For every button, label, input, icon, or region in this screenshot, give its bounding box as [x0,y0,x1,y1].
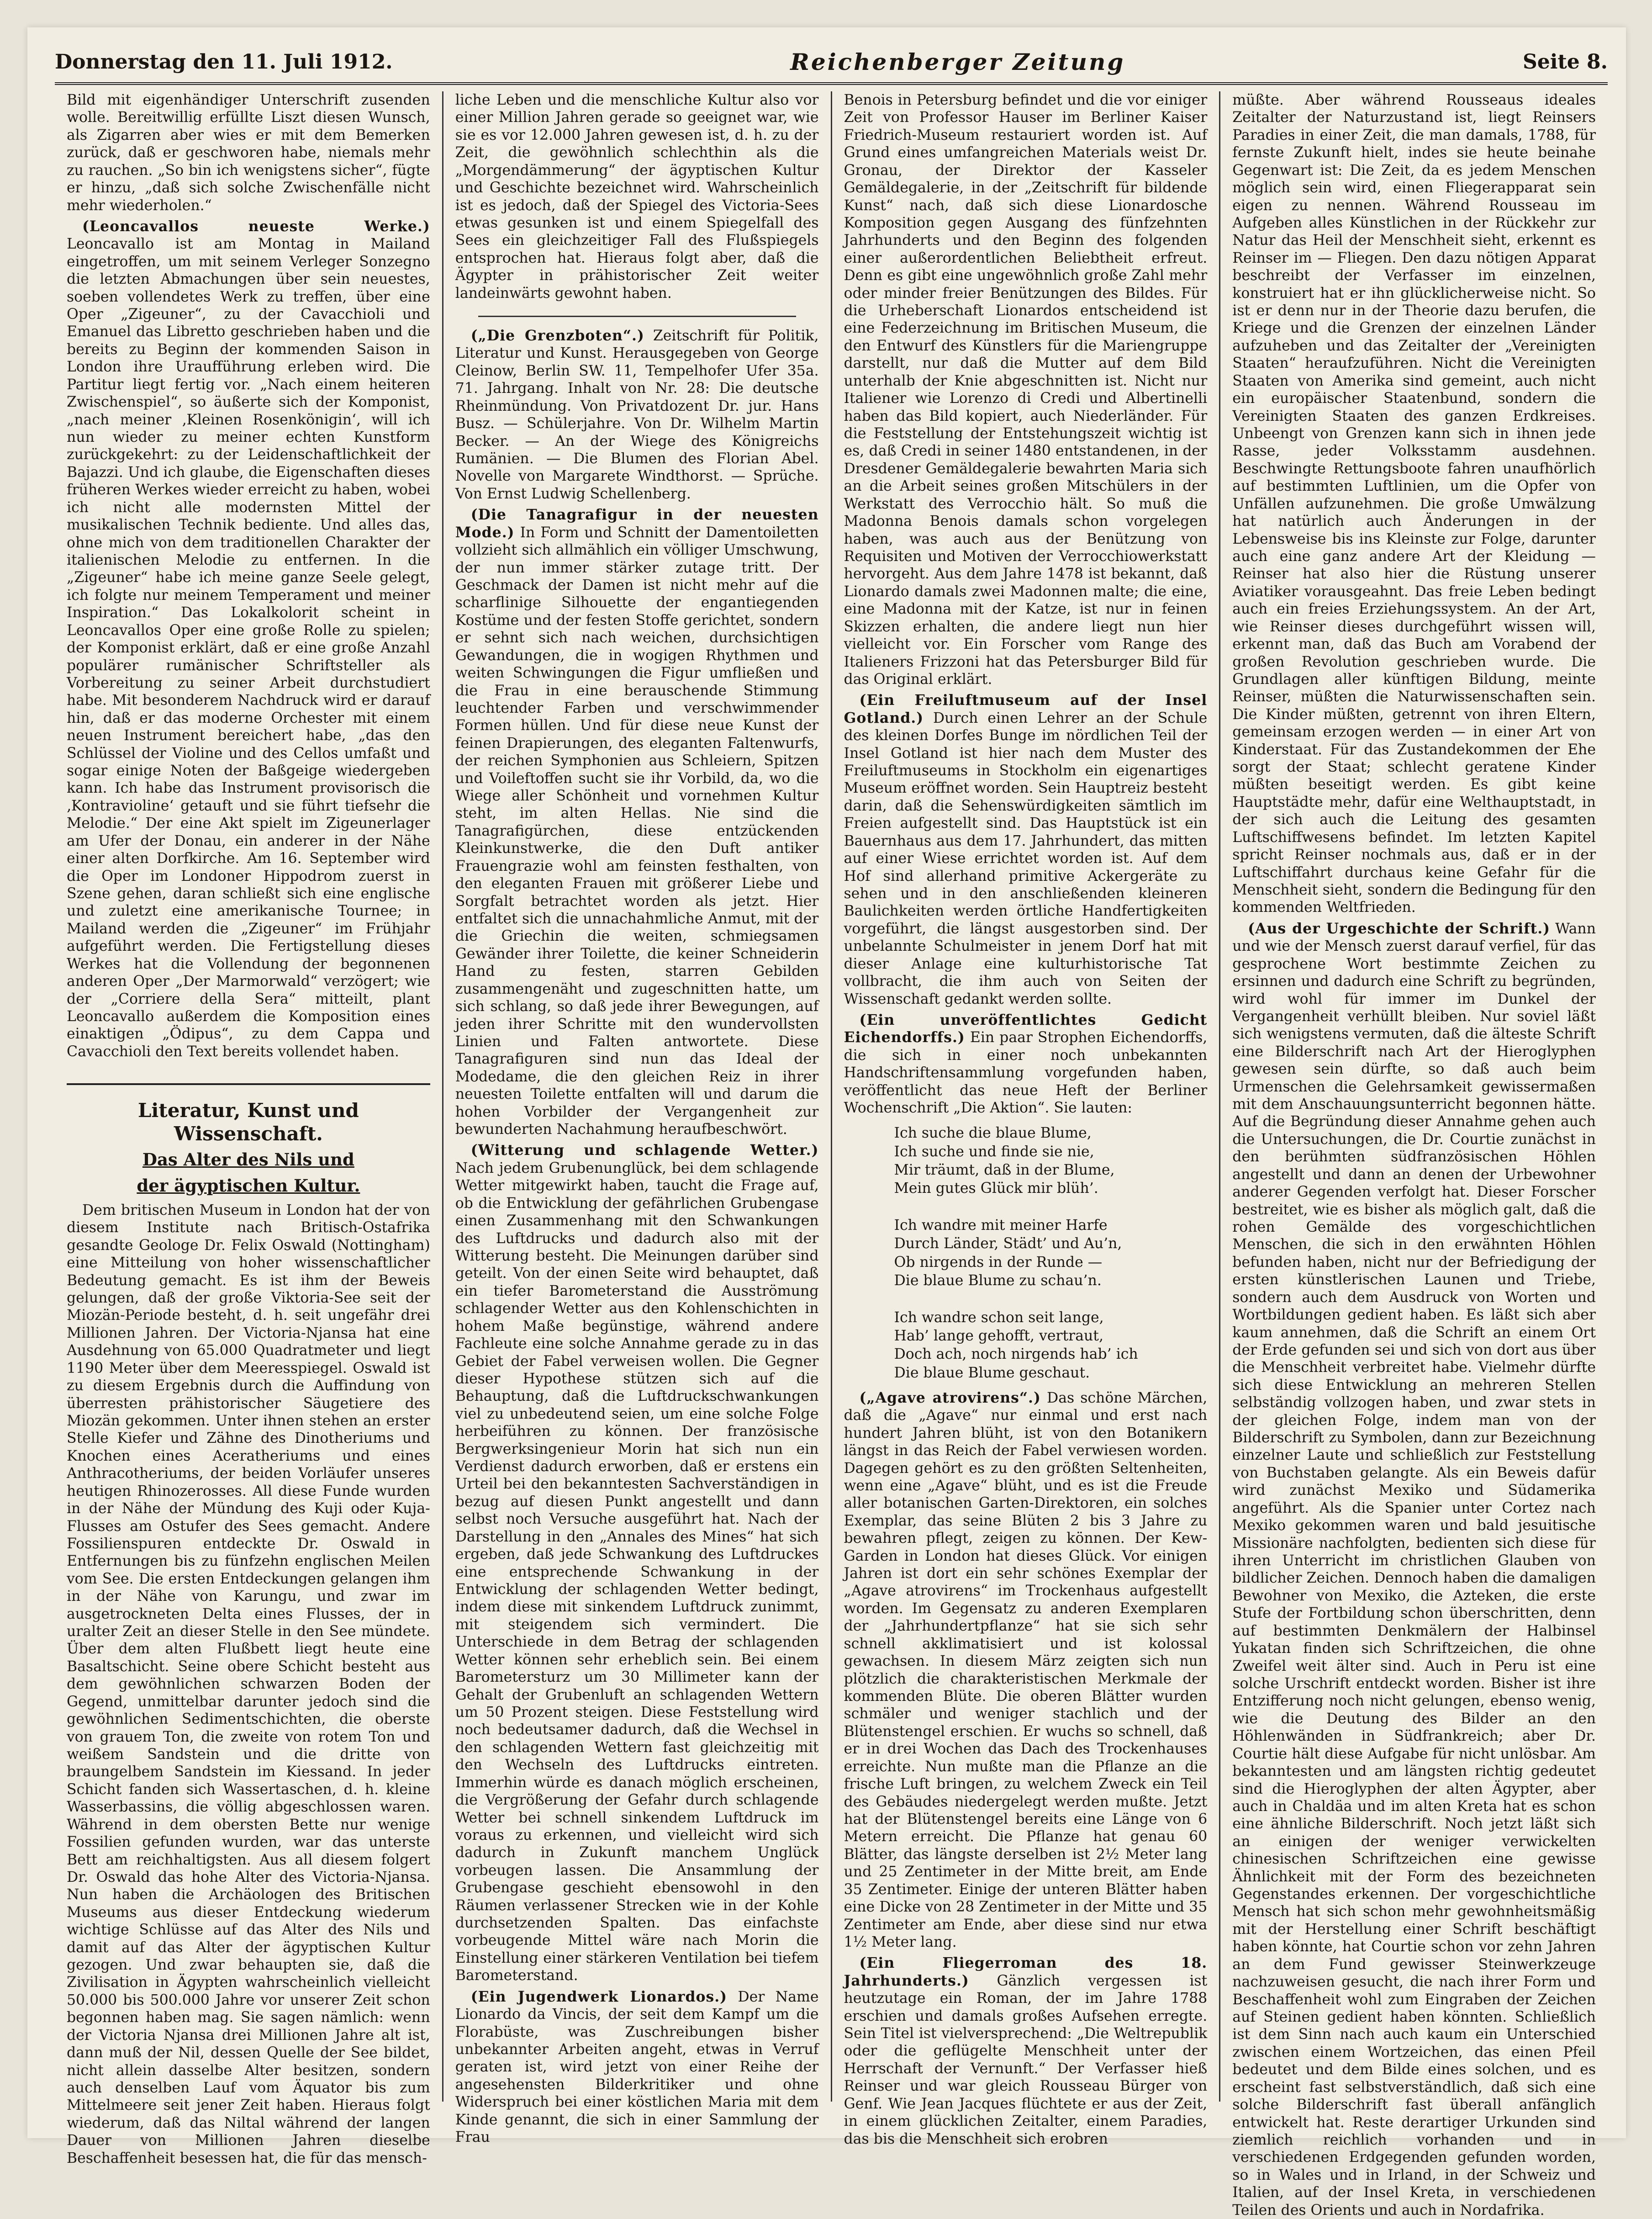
article-heading: (Die Tanagrafigur in der neuesten Mode.) [455,506,819,541]
column-2 [443,91,832,2146]
poem-line: Ich wandre schon seit lange, [894,1309,1104,1326]
article-weather [455,1142,819,1984]
article-body: Leoncavallo ist am Montag in Mailand eingetroffen, um mit seinem Verleger Sonzegno die letzten Abmachungen über sein neuestes, soeben vollendetes Werk zu treffen, über eine Oper „Zigeuner“, zu der Cavacchioli und Emanuel das Libretto geschrieben haben und die bereits zu Beginn der kommenden Saison in London ihre Uraufführung erleben wird. Die Partitur liegt fertig vor. „Nach einem heiteren Zwischenspiel“, so äußerte sich der Komponist, „nach meiner ‚Kleinen Rosenkönigin‘, will ich nun wieder zu meiner echten Kunstform zurückgekehrt: zu der Leidenschaftlichkeit der Bajazzi. Und ich glaube, die Eigenschaften dieses früheren Werkes wieder erreicht zu haben, wobei ich nicht alle modernsten Mittel der musikalischen Technik bediente. Und alles das, ohne mich von dem traditionellen Charakter der italienischen Melodie zu entfernen. In die „Zigeuner“ habe ich meine ganze Seele gelegt, ich folgte nur meinem Temperament und meiner Inspiration.“ Das Lokalkolorit scheint in Leoncavallos Oper eine große Rolle zu spielen; der Komponist erklärt, daß er eine große Anzahl populärer rumänischer Schriftsteller als Vorbereitung zu seiner Arbeit durchstudiert habe. Mit besonderem Nachdruck wird er darauf hin, daß er das moderne Orchester mit einem neuen Instrument bereichert habe, „das den Schlüssel der Violine und des Cellos umfaßt und sogar einige Noten der Baßgeige wiedergeben kann. Ich habe das Instrument provisorisch die ‚Kontravioline‘ getauft und sie führt tiefsehr die Melodie.“ Der eine Akt spielt im Zigeunerlager am Ufer der Donau, ein anderer in der Nähe einer alten Dorfkirche. Am 16. September wird die Oper im Londoner Hippodrom zuerst in Szene gehen, daran schließt sich eine englische und zuletzt eine amerikanische Tournee; in Mailand werden die „Zigeuner“ im Frühjahr aufgeführt werden. Die Fertigstellung dieses Werkes hat die Vollendung der begonnenen anderen Oper „Der Marmorwald“ verzögert; wie der „Corriere della Sera“ mitteilt, plant Leoncavallo außerdem die Komposition eines einaktigen „Ödipus“, zu dem Cappa und Cavacchioli den Text bereits vollendet haben. [67,236,430,1060]
article-body: Nach jedem Grubenunglück, bei dem schlagende Wetter mitgewirkt haben, taucht die Frage auf, ob die Entwicklung der gefährlichen Grubengase einen Zusammenhang mit den Schwankungen des Luftdrucks und dadurch also mit der Witterung besteht. Die Meinungen darüber sind geteilt. Von der einen Seite wird behauptet, daß ein tiefer Barometerstand die Ausströmung schlagender Wetter aus den Kohlenschichten in hohem Maße begünstige, während andere Fachleute eine solche Annahme gerade zu in das Gebiet der Fabel verweisen wollen. Die Gegner dieser Hypothese stützen sich auf die Behauptung, daß die Luftdruckschwankungen viel zu unbedeutend seien, um eine solche Folge herbeiführen zu können. Der französische Bergwerksingenieur Morin hat sich nun ein Verdienst dadurch erworben, daß er erstens ein Urteil bei den bekanntesten Sachverständigen in bezug auf diesen Punkt angestellt und dann selbst noch Versuche ausgeführt hat. Nach der Darstellung in den „Annales des Mines“ hat sich ergeben, daß jede Schwankung des Luftdruckes eine entsprechende Schwankung in der Entwicklung der schlagenden Wetter bedingt, indem diese mit sinkendem Luftdruck zunimmt, mit steigendem sich vermindert. Die Unterschiede in dem Betrag der schlagenden Wetter können sehr erheblich sein. Bei einem Barometersturz um 30 Millimeter kann der Gehalt der Grubenluft an schlagenden Wettern um 50 Prozent steigen. Diese Feststellung wird noch bedeutsamer dadurch, daß die Wechsel in den schlagenden Wettern fast gleichzeitig mit den Wechseln des Luftdrucks eintreten. Immerhin würde es danach möglich erscheinen, die Vergrößerung der Gefahr durch schlagende Wetter bei schnell sinkendem Luftdruck im voraus zu erkennen, und vielleicht wird sich dadurch in Zukunft manchem Unglück vorbeugen lassen. Die Ansammlung der Grubengase geschieht ebensowohl in den Räumen verlassener Strecken wie in der Kohle durchsetzenden Spalten. Das einfachste vorbeugende Mittel wäre nach Morin die Einstellung einer stärkeren Ventilation bei tiefem Barometerstand. [455,1160,819,1984]
article-heading: („Agave atrovirens“.) [859,1389,1041,1406]
poem-line: Ich suche und finde sie nie, [894,1143,1094,1160]
article-flier-novel-continued: müßte. Aber während Rousseaus ideales Zeitalter der Naturzustand ist, liegt Reinsers Paradies in einer Zeit, die man damals, 1788, für fernste Zukunft hielt, indes sie heute beinahe Gegenwart ist: Die Zeit, da es jedem Menschen möglich sein wird, einen Fliegerapparat sein eigen zu nennen. Während Rousseau im Aufgeben alles Künstlichen in der Rückkehr zur Natur das Heil der Menschheit sieht, erkennt es Reinser im — Fliegen. Den dazu nötigen Apparat beschreibt der Verfasser im einzelnen, konstruiert hat er ihn glücklicherweise nicht. So ist er denn nur in der Theorie dazu berufen, die Kriege und die Grenzen der einzelnen Länder aufzuheben und das Zeitalter der „Vereinigten Staaten“ heraufzuführen. Nicht die Vereinigten Staaten von Amerika sind gemeint, auch nicht ein europäischer Staatenbund, sondern die Vereinigten Staaten des ganzen Erdkreises. Unbeengt von Grenzen kann sich in ihnen jede Rasse, jeder Volksstamm ausdehnen. Beschwingte Rettungsboote fahren unaufhörlich auf bestimmten Luftlinien, um die Opfer von Unfällen aufzunehmen. Die große Umwälzung hat natürlich auch Änderungen in der Lebensweise bis ins Kleinste zur Folge, darunter auch eine ganz andere Art der Kleidung — Reinser hat also hier die Rüstung unserer Aviatiker vorausgeahnt. Das freie Leben bedingt auch ein freies Erziehungssystem. An der Art, wie Reinser dieses durchgeführt wissen will, erkennt man, daß das Buch am Vorabend der großen Revolution geschrieben wurde. Die Grundlagen aller künftigen Bildung, meinte Reinser, müßten die Naturwissenschaften sein. Die Kinder müßten, getrennt von ihren Eltern, gemeinsam erzogen werden — in einer Art von Kinderstaat. Für das Zustandekommen der Ehe sorgt der Staat; schlecht geratene Kinder müßten beseitigt werden. Es gibt keine Hauptstädte mehr, dafür eine Welthauptstadt, in der sich auch die Leitung des gesamten Luftschiffwesens befindet. Im letzten Kapitel spricht Reinser nochmals aus, daß er in der Luftschiffahrt durchaus keine Gefahr für die Menschheit sieht, sondern die Bedingung für den kommenden Weltfrieden. [1232,92,1596,916]
newspaper-page [27,27,1626,2219]
article-heading: (Ein Fliegerroman des 18. Jahrhunderts.) [844,1954,1208,1989]
poem [894,1124,1208,1382]
article-nile-continued: liche Leben und die menschliche Kultur also vor einer Million Jahren gerade so geeignet war, wie sie es vor 12.000 Jahren gewesen ist, d. h. zu der Zeit, die gewöhnlich schlechthin als die „Morgendämmerung“ der ägyptischen Kultur und Geschichte bezeichnet wird. Wahrscheinlich ist es jedoch, daß der Spiegel des Victoria-Sees etwas gesunken ist und einem Spiegelfall des Sees ein gleichzeitiger Fall des Flußspiegels entsprochen hat. Hieraus folgt aber, daß die Ägypter in prähistorischer Zeit weiter landeinwärts gewohnt haben. [455,92,819,302]
article-leoncavallo [67,218,430,1060]
article-heading: (Ein Jugendwerk Lionardos.) [470,1988,728,2005]
poem-line: Die blaue Blume geschaut. [894,1364,1090,1381]
article-lionardo [455,1988,819,2146]
article-liszt-end: Bild mit eigenhändiger Unterschrift zusenden wolle. Bereitwillig erfüllte Liszt diesen Wunsch, als Zigarren aber wies er mit dem Bemerken zurück, daß er geschworen habe, niemals mehr zu rauchen. „So bin ich wenigstens sicher“, fügte er hinzu, „daß sich solche Zwischenfälle nicht mehr wiederholen.“ [67,92,430,214]
article-heading: (Leoncavallos neueste Werke.) [82,217,430,235]
section-heading: Literatur, Kunst und Wissenschaft. [67,1083,430,1145]
article-tanagra [455,506,819,1138]
newspaper-title: Reichenberger Zeitung [790,48,1125,75]
column-4 [1220,91,1608,2219]
article-nile-age: Dem britischen Museum in London hat der von diesem Institute nach Britisch-Ostafrika gesandte Geologe Dr. Felix Oswald (Nottingham) eine Mitteilung von hoher wissenschaftlicher Bedeutung gemacht. Es ist ihm der Beweis gelungen, daß der große Viktoria-See seit der Miozän-Periode besteht, d. h. seit ungefähr drei Millionen Jahren. Der Victoria-Njansa hat eine Ausdehnung von 65.000 Quadratmeter und liegt 1190 Meter über dem Meeresspiegel. Oswald ist zu diesem Ergebnis durch die Auffindung von überresten prähistorischer Säugetiere des Miozän gekommen. Unter ihnen stehen an erster Stelle Kiefer und Zähne des Dinotheriums und Knochen eines Aceratheriums und eines Anthracotheriums, der beiden Vorläufer unseres heutigen Rhinozerosses. All diese Funde wurden in der Nähe der Mündung des Kuji oder Kuja-Flusses am Ostufer des Sees gemacht. Andere Fossilienspuren entdeckte Dr. Oswald in Entfernungen bis zu fünfzehn englischen Meilen vom See. Die ersten Entdeckungen gelangen ihm in der Nähe von Karungu, und zwar im ausgetrockneten Delta eines Flusses, der in uralter Zeit an dieser Stelle in den See mündete. Über dem alten Flußbett liegt heute eine Basaltschicht. Seine obere Schicht besteht aus dem gewöhnlichen schwarzen Boden der Gegend, unmittelbar darunter jedoch sind die gewöhnlichen Sedimentschichten, die oberste von grauem Ton, die zweite von rotem Ton und weißem Sandstein und die dritte von braungelbem Sandstein im Kiessand. In jeder Schicht fanden sich Wassertaschen, d. h. kleine Wasserbassins, die völlig abgeschlossen waren. Während in dem obersten Bette nur wenige Fossilien gefunden wurden, war das unterste Bett am reichhaltigsten. Aus all diesem folgert Dr. Oswald das hohe Alter des Victoria-Njansa. Nun haben die Archäologen des Britischen Museums aus dieser Entdeckung wiederum wichtige Schlüsse auf das Alter des Nils und damit auf das Alter der ägyptischen Kultur gezogen. Und zwar behaupten sie, daß die Zivilisation in Ägypten wahrscheinlich vielleicht 50.000 bis 500.000 Jahre vor unserer Zeit schon begonnen haben mag. Sie sagen nämlich: wenn der Victoria Njansa drei Millionen Jahre alt ist, dann muß der Nil, dessen Quelle der See bildet, nicht allein dasselbe Alter besitzen, sondern auch denselben Lauf vom Äquator bis zum Mittelmeere seit jener Zeit haben. Hieraus folgt wiederum, daß das Niltal während der langen Dauer von Millionen Jahren dieselbe Beschaffenheit besessen hat, die für das mensch- [67,1202,430,2166]
article-heading: (Ein unveröffentlichtes Gedicht Eichendorffs.) [844,1011,1208,1046]
article-title-line-1: Das Alter des Nils und [142,1149,354,1170]
article-agave [844,1389,1208,1951]
article-title-line-2: der ägyptischen Kultur. [137,1175,360,1196]
poem-line: Ich suche die blaue Blume, [894,1125,1092,1142]
poem-line: Mein gutes Glück mir blüh’. [894,1180,1098,1197]
poem-line [894,1198,1208,1216]
article-body: Zeitschrift für Politik, Literatur und Kunst. Herausgegeben von George Cleinow, Berlin SW. 11, Tempelhofer Ufer 35a. 71. Jahrgang. Inhalt von Nr. 28: Die deutsche Rheinmündung. Von Privatdozent Dr. jur. Hans Busz. — Schülerjahre. Von Dr. Wilhelm Martin Becker. — An der Wiege des Königreichs Rumänien. — Die Blumen des Florian Abel. Novelle von Margarete Windthorst. — Sprüche. Von Ernst Ludwig Schellenberg. [455,328,819,502]
masthead [55,41,1608,85]
article-gotland [844,692,1208,1008]
article-body: Der Name Lionardo da Vincis, der seit dem Kampf um die Florabüste, was Zuschreibungen bisher unbekannter Arbeiten angeht, etwas in Verruf geraten ist, wird jetzt von einer Reihe der angesehensten Bilderkritiker und ohne Widerspruch bei einer köstlichen Maria mit dem Kinde genannt, die sich in einer Sammlung der Frau [455,1988,819,2146]
article-body: Ein paar Strophen Eichendorffs, die sich in einer noch unbekannten Handschriftensammlung vorgefunden haben, veröffentlicht das neue Heft der Berliner Wochenschrift „Die Aktion“. Sie lauten: [844,1029,1208,1117]
poem-line: Ob nirgends in der Runde — [894,1254,1103,1271]
article-eichendorff [844,1012,1208,1117]
poem-line: Die blaue Blume zu schau’n. [894,1272,1102,1289]
page-number: Seite 8. [1522,50,1608,74]
article-heading: (Ein Freiluftmuseum auf der Insel Gotland.) [844,692,1208,726]
article-grenzboten [455,327,819,503]
columns [55,91,1608,2219]
article-flier-novel [844,1954,1208,2148]
divider [478,316,796,317]
poem-line [894,1290,1208,1308]
poem-line: Hab’ lange gehofft, vertraut, [894,1327,1103,1344]
poem-line: Durch Länder, Städt’ und Au’n, [894,1235,1122,1252]
article-heading: (Aus der Urgeschichte der Schrift.) [1248,920,1551,937]
article-body: Wann und wie der Mensch zuerst darauf verfiel, für das gesprochene Wort bestimmte Zeichen zu ersinnen und dadurch eine Schrift zu begründen, wird wohl für immer im Dunkel der Vergangenheit verhüllt bleiben. Nur soviel läßt sich wenigstens vermuten, daß die älteste Schrift eine Bilderschrift nach Art der Hieroglyphen gewesen sein dürfte, so daß auch beim Urmenschen die Gelehrsamkeit gewissermaßen mit dem Anschauungsunterricht begonnen hätte. Auf die Begründung dieser Annahme gehen auch die Untersuchungen, die Dr. Courtie zunächst in den berühmten südfranzösischen Höhlen angestellt und dann an denen der Urbewohner anderer Gegenden verfolgt hat. Dieser Forscher bestreitet, wie es bisher als möglich galt, daß die rohen Gemälde des vorgeschichtlichen Menschen, die sich in den erwähnten Höhlen befunden haben, nicht nur der Befriedigung der ersten künstlerischen Launen und Triebe, sondern auch dem Ausdruck von Worten und Wortbildungen gedient haben. Es läßt sich aber kaum annehmen, daß die Schrift an einem Ort der Erde gefunden sei und sich von dort aus über die Menschheit verbreitet habe. Vielmehr dürfte sich diese Entwicklung an mehreren Stellen selbständig vollzogen haben, und zwar stets in der gleichen Folge, indem man von der Bilderschrift zu Symbolen, dann zur Bezeichnung einzelner Laute und schließlich zur Feststellung von Buchstaben gelangte. Als ein Beweis dafür wird zunächst Mexiko und Südamerika angeführt. Als die Spanier unter Cortez nach Mexiko gekommen waren und bald jesuitische Missionäre nachfolgten, bedienten sich diese für ihren Unterricht im christlichen Glauben von bildlicher Zeichen. Dennoch haben die damaligen Bewohner von Mexiko, die Azteken, die erste Stufe der Fortbildung schon überschritten, denn auf bestimmten Denkmälern der Halbinsel Yukatan finden sich Schriftzeichen, die ohne Zweifel weit älter sind. Auch in Peru ist eine solche Urschrift entdeckt worden. Bisher ist ihre Entzifferung noch nicht gelungen, ebenso wenig, wie die Deutung des Bilder an den Höhlenwänden in Südfrankreich; aber Dr. Courtie hält diese Aufgabe für nicht unlösbar. Am bekanntesten und am längsten richtig gedeutet sind die Hieroglyphen der alten Ägypter, aber auch in Chaldäa und im alten Kreta hat es schon eine ähnliche Bilderschrift. Noch jetzt läßt sich an einigen der weniger verwickelten chinesischen Schriftzeichen eine gewisse Ähnlichkeit mit der Form des bezeichneten Gegenstandes erkennen. Der vorgeschichtliche Mensch hat sich schon mehr gewohnheitsmäßig mit der Herstellung einer Schrift beschäftigt haben könnte, hat Courtie schon vor zehn Jahren an dem Fund gewisser Steinwerkzeuge nachzuweisen gesucht, die nach ihrer Form und Beschaffenheit wohl zum Eingraben der Zeichen auf Steinen gedient haben könnten. Schließlich ist dem Sinn nach auch kaum ein Unterschied zwischen einem Wortzeichen, das einen Pfeil bedeutet und dem Bilde eines solchen, und es erscheint fast selbstverständlich, daß sich eine solche Bilderschrift fast überall anfänglich entwickelt hat. Reste derartiger Urkunden sind ziemlich reichlich vorhanden und in verschiedenen Erdgegenden gefunden worden, so in Wales und in Irland, in der Schweiz und Italien, auf der Insel Kreta, in verschiedenen Teilen des Orients und auch in Nordafrika. [1232,920,1596,2219]
article-heading: („Die Grenzboten“.) [470,327,644,344]
article-heading: (Witterung und schlagende Wetter.) [470,1142,819,1159]
column-1 [55,91,443,2166]
article-body: Das schöne Märchen, daß die „Agave“ nur einmal und erst nach hundert Jahren blüht, ist von den Botanikern längst in das Reich der Fabel verwiesen worden. Dagegen gehört es zu den größten Seltenheiten, wenn eine „Agave“ blüht, und es ist die Freude aller botanischen Garten-Direktoren, ein solches Exemplar, das seine Blüten 2 bis 3 Jahre zu bewahren pflegt, zeigen zu können. Der Kew-Garden in London hat dieses Glück. Vor einigen Jahren ist dort ein sehr schönes Exemplar der „Agave atrovirens“ im Trockenhaus aufgestellt worden. Im Gegensatz zu anderen Exemplaren der „Jahrhundertpflanze“ hat sie sich sehr schnell akklimatisiert und ist kolossal gewachsen. In diesem März zeigten sich nun plötzlich die charakteristischen Merkmale der kommenden Blüte. Die oberen Blätter wurden schmäler und weniger stachlich und der Blütenstengel erschien. Er wuchs so schnell, daß er in drei Wochen das Dach des Trockenhauses erreichte. Nun mußte man die Pflanze an die frische Luft bringen, zu welchem Zweck ein Teil des Gebäudes niedergelegt werden mußte. Jetzt hat der Blütenstengel bereits eine Länge von 6 Metern erreicht. Die Pflanze hat genau 60 Blätter, das längste derselben ist 2½ Meter lang und 25 Zentimeter in der Mitte breit, am Ende 35 Zentimeter. Einige der unteren Blätter haben eine Dicke von 28 Zentimeter in der Mitte und 35 Zentimeter am Ende, aber diese sind nur etwa 1½ Meter lang. [844,1389,1208,1950]
poem-line: Ich wandre mit meiner Harfe [894,1217,1108,1234]
article-lionardo-continued: Benois in Petersburg befindet und die vor einiger Zeit von Professor Hauser im Berliner Kaiser Friedrich-Museum restauriert worden ist. Auf Grund eines umfangreichen Materials weist Dr. Gronau, der Direktor der Kasseler Gemäldegalerie, in der „Zeitschrift für bildende Kunst“ nach, daß sich diese Lionardosche Komposition gegen Ausgang des fünfzehnten Jahrhunderts und den Beginn des folgenden einer außerordentlichen Beliebtheit erfreut. Denn es gibt eine ungewöhnlich große Zahl mehr oder minder freier Benützungen des Bildes. Für die Urheberschaft Lionardos entscheidend ist eine Federzeichnung im Britischen Museum, die den Entwurf des Künstlers für die Mariengruppe darstellt, nur daß die Mutter auf dem Bild unterhalb der Knie abgeschnitten ist. Nicht nur Italiener wie Lorenzo di Credi und Albertinelli haben das Bild kopiert, auch Niederländer. Für die Feststellung der Entstehungszeit wichtig ist es, daß Credi in seiner 1480 entstandenen, in der Dresdener Gemäldegalerie bewahrten Maria sich an die Arbeit seines großen Mitschülers in der Werkstatt des Verrocchio hält. So muß die Madonna Benois damals schon vorgelegen haben, was auch aus der Benützung von Requisiten und Motiven der Verrocchiowerkstatt hervorgeht. Aus dem Jahre 1478 ist bekannt, daß Lionardo damals zwei Madonnen malte; die eine, eine Madonna mit der Katze, ist nur in feinen Skizzen erhalten, die andere liegt nun hier vielleicht vor. Ein Forscher vom Range des Italieners Frizzoni hat das Petersburger Bild für das Original erklärt. [844,92,1208,688]
poem-line: Mir träumt, daß in der Blume, [894,1162,1115,1179]
column-3 [832,91,1221,2147]
article-body: In Form und Schnitt der Damentoiletten vollzieht sich allmählich ein völliger Umschwung, der nun immer stärker zutage tritt. Der Geschmack der Damen ist nicht mehr auf die scharflinige Silhouette der engantiegenden Kostüme und der festen Stoffe gerichtet, sondern er sehnt sich nach weichen, durchsichtigen Gewandungen, die in wogigen Rhythmen und weiten Schwingungen die Figur umfließen und die Frau in eine berauschende Stimmung leuchtender Farben und verschwimmender Formen hüllen. Und für diese neue Kunst der feinen Drapierungen, des eleganten Faltenwurfs, der reichen Symphonien aus Schleiern, Spitzen und Voileftoffen sucht sie ihr Vorbild, da, wo die Wiege aller Schönheit und vornehmen Kultur steht, im alten Hellas. Nie sind die Tanagrafigürchen, diese entzückenden Kleinkunstwerke, die den Duft antiker Frauengrazie wohl am feinsten festhalten, von den eleganten Frauen mit größerer Liebe und Sorgfalt betrachtet worden als jetzt. Hier entfaltet sich die unnachahmliche Anmut, mit der die Griechin die weiten, schmiegsamen Gewänder ihrer Toilette, die keiner Schneiderin Hand zu festen, starren Gebilden zusammengenäht und zugeschnitten hatte, um sich schlang, so daß jede ihrer Bewegungen, auf jeden ihrer Schritte mit den wundervollsten Linien und Falten antwortete. Diese Tanagrafiguren sind nun das Ideal der Modedame, die den gleichen Reiz in ihrer neuesten Toilette entfalten will und darum die hohen Vorbilder der Vergangenheit zur bewunderten Nachahmung heraufbeschwört. [455,524,819,1138]
article-body: Durch einen Lehrer an der Schule des kleinen Dorfes Bunge im nördlichen Teil der Insel Gotland ist hier nach dem Muster des Freiluftmuseums in Stockholm ein eigenartiges Museum eröffnet worden. Sein Hauptreiz besteht darin, daß die Sehenswürdigkeiten sämtlich im Freien aufgestellt sind. Das Hauptstück ist ein Bauernhaus aus dem 17. Jahrhundert, das mitten auf einer Wiese errichtet worden ist. Auf dem Hof sind allerhand primitive Ackergeräte zu sehen und in den anschließenden kleineren Baulichkeiten werden örtliche Handfertigkeiten vorgeführt, die längst ausgestorben sind. Der unbelannte Schulmeister in jenem Dorf hat mit dieser Anlage eine kulturhistorische Tat vollbracht, die ihm auch von Seiten der Wissenschaft gedankt werden sollte. [844,710,1208,1007]
poem-line: Doch ach, noch nirgends hab’ ich [894,1346,1138,1363]
issue-date: Donnerstag den 11. Juli 1912. [55,50,393,74]
article-writing-history [1232,920,1596,2219]
article-body: Gänzlich vergessen ist heutzutage ein Roman, der im Jahre 1788 erschien und damals großes Aufsehen erregte. Sein Titel ist vielversprechend: „Die Weltrepublik oder die geflügelte Menschheit unter der Herrschaft der Vernunft.“ Der Verfasser hieß Reinser und war gleich Rousseau Bürger von Genf. Wie Jean Jacques flüchtete er aus der Zeit, in einem glücklichen Zeitalter, einem Paradies, das bis die Menschheit sich erobren [844,1972,1208,2147]
